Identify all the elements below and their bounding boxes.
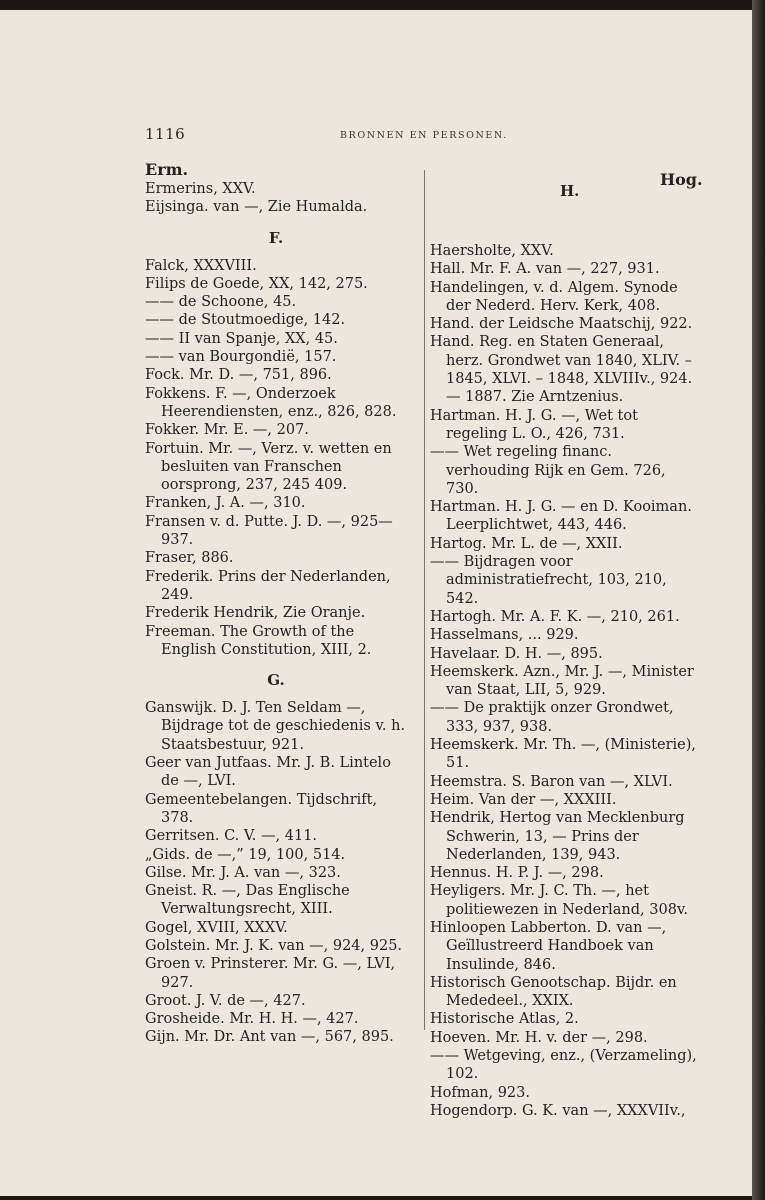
index-entry: Falck, XXXVIII. (145, 257, 257, 274)
index-entry: Fransen v. d. Putte. J. D. —, 925—937. (145, 513, 393, 549)
index-entry: Fokkens. F. —, Onderzoek Heerendiensten, enz., 826, 828. (145, 385, 397, 420)
running-title: BRONNEN EN PERSONEN. (340, 130, 508, 141)
index-entry: Hendrik, Hertog van Mecklenburg Schwerin, 13, — Prins der Nederlanden, 139, 943. (430, 810, 685, 863)
running-head (145, 125, 725, 147)
index-entry: Eijsinga. van —, Zie Humalda. (145, 199, 368, 216)
index-entry: Frederik Hendrik, Zie Oranje. (145, 605, 366, 622)
index-entry: Historische Atlas, 2. (430, 1011, 579, 1028)
index-entry: Filips de Goede, XX, 142, 275. (145, 275, 368, 292)
index-entry: Gijn. Mr. Dr. Ant van —, 567, 895. (145, 1029, 394, 1046)
index-entry: Hall. Mr. F. A. van —, 227, 931. (430, 261, 660, 278)
index-entry: Hinloopen Labberton. D. van —, Geïllustreerd Handboek van Insulinde, 846. (430, 919, 667, 973)
index-entry: —— van Bourgondië, 157. (145, 349, 337, 366)
right-catchword: Hog. (660, 170, 703, 189)
index-entry: Hand. der Leidsche Maatschij, 922. (430, 316, 693, 333)
index-entry: Golstein. Mr. J. K. van —, 924, 925. (145, 937, 403, 954)
index-entry: Ermerins, XXV. (145, 181, 256, 197)
index-block-e (145, 180, 407, 217)
left-column (145, 160, 407, 1047)
index-entry: Havelaar. D. H. —, 895. (430, 645, 603, 662)
index-entry: Heemskerk. Azn., Mr. J. —, Minister van Staat, LII, 5, 929. (430, 663, 694, 699)
index-entry: Hartman. H. J. G. — en D. Kooiman. Leerplichtwet, 443, 446. (430, 499, 692, 534)
index-entry: Hasselmans, ... 929. (430, 627, 579, 644)
index-entry: Haersholte, XXV. (430, 243, 554, 259)
index-entry: Gerritsen. C. V. —, 411. (145, 828, 318, 845)
index-entry: Heemstra. S. Baron van —, XLVI. (430, 773, 673, 790)
index-entry: Hoeven. Mr. H. v. der —, 298. (430, 1029, 648, 1046)
index-entry: Heyligers. Mr. J. C. Th. —, het politiewezen in Nederland, 308v. (430, 883, 689, 918)
index-entry: Fraser, 886. (145, 550, 234, 567)
index-entry: Hand. Reg. en Staten Generaal, herz. Grondwet van 1840, XLIV. – 1845, XLVI. – 1848, XLVIIIv., 924. — 1887. Zie Arntzenius. (430, 334, 693, 406)
index-entry: —— de Stoutmoedige, 142. (145, 312, 346, 329)
column-divider (424, 170, 425, 1030)
index-entry: Groen v. Prinsterer. Mr. G. —, LVI, 927. (145, 956, 396, 991)
index-entry: Hennus. H. P. J. —, 298. (430, 865, 604, 882)
index-entry: Fortuin. Mr. —, Verz. v. wetten en besluiten van Franschen oorsprong, 237, 245 409. (145, 440, 392, 494)
index-entry: Grosheide. Mr. H. H. —, 427. (145, 1011, 359, 1028)
index-entry: Heemskerk. Mr. Th. —, (Ministerie), 51. (430, 737, 697, 772)
section-letter-g: G. (267, 671, 285, 690)
index-entry: —— Wetgeving, enz., (Verzameling), 102. (430, 1048, 697, 1083)
index-entry: —— Wet regeling financ. verhouding Rijk en Gem. 726, 730. (430, 444, 666, 497)
index-entry: Ganswijk. D. J. Ten Seldam —, Bijdrage tot de geschiedenis v. h. Staatsbestuur, 921. (145, 700, 406, 753)
index-block-h (430, 242, 698, 1120)
index-entry: Geer van Jutfaas. Mr. J. B. Lintelo de —, LVI. (145, 755, 391, 790)
page-number: 1116 (145, 125, 186, 143)
index-entry: Gneist. R. —, Das Englische Verwaltungsrecht, XIII. (145, 883, 350, 918)
index-entry: —— de Schoone, 45. (145, 294, 297, 311)
section-letter-f: F. (268, 228, 284, 247)
binding-edge (752, 0, 765, 1200)
index-entry: Hogendorp. G. K. van —, XXXVIIv., (430, 1102, 686, 1119)
index-entry: Freeman. The Growth of the English Constitution, XIII, 2. (145, 623, 372, 658)
index-entry: „Gids. de —,” 19, 100, 514. (145, 846, 346, 863)
right-column (430, 160, 698, 1120)
index-entry: Historisch Genootschap. Bijdr. en Mededeel., XXIX. (430, 974, 677, 1010)
index-entry: Groot. J. V. de —, 427. (145, 992, 306, 1009)
index-entry: Hofman, 923. (430, 1084, 530, 1101)
index-entry: —— De praktijk onzer Grondwet, 333, 937, 938. (430, 700, 674, 735)
section-letter-h: H. (560, 182, 580, 200)
index-block-f (145, 257, 407, 660)
index-entry: —— II van Spanje, XX, 45. (145, 330, 338, 347)
left-catchword: Erm. (145, 160, 189, 179)
index-entry: Gilse. Mr. J. A. van —, 323. (145, 864, 341, 881)
index-entry: Fock. Mr. D. —, 751, 896. (145, 367, 332, 384)
index-entry: Hartog. Mr. L. de —, XXII. (430, 535, 623, 552)
index-entry: Heim. Van der —, XXXIII. (430, 791, 617, 808)
section-letter-h-row (430, 160, 698, 210)
index-entry: Gogel, XVIII, XXXV. (145, 919, 288, 936)
index-entry: —— Bijdragen voor administratiefrecht, 103, 210, 542. (430, 554, 667, 607)
index-entry: Franken, J. A. —, 310. (145, 495, 306, 512)
index-entry: Fokker. Mr. E. —, 207. (145, 422, 309, 439)
index-entry: Hartogh. Mr. A. F. K. —, 210, 261. (430, 608, 680, 625)
index-block-g (145, 699, 407, 1047)
index-entry: Handelingen, v. d. Algem. Synode der Nederd. Herv. Kerk, 408. (430, 279, 678, 314)
index-entry: Gemeentebelangen. Tijdschrift, 378. (145, 791, 378, 826)
index-entry: Frederik. Prins der Nederlanden, 249. (145, 568, 391, 603)
index-entry: Hartman. H. J. G. —, Wet tot regeling L. O., 426, 731. (430, 407, 638, 442)
